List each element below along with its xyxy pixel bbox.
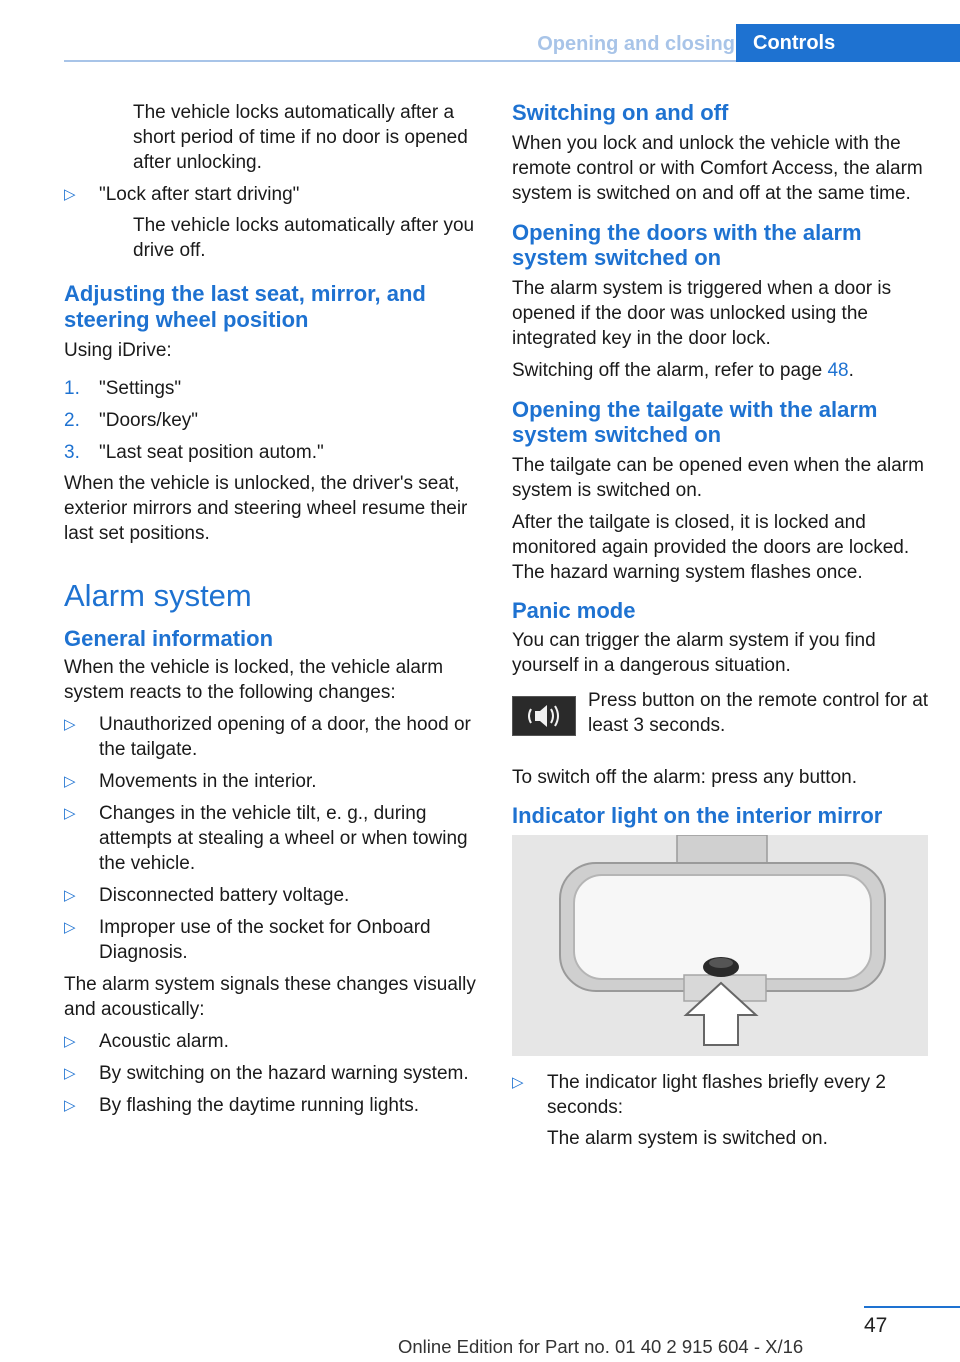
list-item <box>64 1093 482 1118</box>
triangle-right-icon: ▷ <box>64 186 76 203</box>
panic-paragraph: You can trigger the alarm system if you find yourself in a dangerous situation. <box>512 630 876 676</box>
list-item-text: Unauthorized opening of a door, the hood or the tailgate. <box>99 713 471 760</box>
list-item-text: By flashing the daytime running lights. <box>99 1094 420 1116</box>
list-item <box>64 182 482 207</box>
step-number: 2. <box>64 410 80 431</box>
edition-footer: Online Edition for Part no. 01 40 2 915 604 - X/16 <box>398 1336 804 1357</box>
panic-button-text: Press button on the remote control for at least 3 seconds. <box>588 690 929 736</box>
footer-rule <box>864 1306 960 1308</box>
header-chapter-tab: Controls <box>736 24 960 62</box>
switch-off-text: Switching off the alarm, refer to page <box>512 359 828 381</box>
list-item <box>64 1061 482 1086</box>
step-text: "Doors/key" <box>99 410 199 431</box>
list-item <box>64 915 482 965</box>
switch-paragraph: When you lock and unlock the vehicle with the remote control or with Comfort Access, the alarm system is switched on and off at the same time. <box>512 132 923 204</box>
signals-paragraph: The alarm system signals these changes visually and acoustically: <box>64 973 476 1020</box>
intro-indent-text: The vehicle locks automatically after a short period of time if no door is opened after unlocking. <box>133 102 468 173</box>
list-item-text: Movements in the interior. <box>99 770 317 792</box>
step-text: "Settings" <box>99 378 182 399</box>
triangle-right-icon: ▷ <box>64 886 76 904</box>
triangle-right-icon: ▷ <box>64 804 76 822</box>
right-column <box>512 100 932 1151</box>
list-item-text: Disconnected battery voltage. <box>99 884 350 906</box>
step-number: 1. <box>64 378 80 399</box>
speaker-alarm-icon <box>512 696 576 736</box>
triangle-right-icon: ▷ <box>64 1096 76 1114</box>
step-text: "Last seat position autom." <box>99 442 324 463</box>
left-column <box>64 100 482 1118</box>
step-item <box>64 408 482 433</box>
step-item <box>64 440 482 465</box>
indicator-desc: The alarm system is switched on. <box>547 1127 828 1149</box>
panic-off-text: To switch off the alarm: press any button. <box>512 767 857 788</box>
page-header <box>0 24 960 62</box>
header-rule <box>64 60 736 62</box>
step-item <box>64 376 482 401</box>
heading-tailgate: Opening the tailgate with the alarm system switched on <box>512 396 878 447</box>
triangle-right-icon: ▷ <box>512 1073 524 1091</box>
list-item-text: "Lock after start driving" <box>99 184 300 205</box>
triangle-right-icon: ▷ <box>64 1064 76 1082</box>
list-item <box>64 712 482 762</box>
switch-off-reference: Switching off the alarm, refer to page 48. <box>512 359 854 381</box>
general-paragraph: When the vehicle is locked, the vehicle alarm system reacts to the following changes: <box>64 656 444 703</box>
heading-panic: Panic mode <box>512 597 636 623</box>
list-item <box>512 1070 932 1120</box>
unlock-paragraph: When the vehicle is unlocked, the driver's seat, exterior mirrors and steering wheel resume their last set positions. <box>64 473 468 544</box>
list-item-text: Acoustic alarm. <box>99 1030 229 1052</box>
list-item <box>64 883 482 908</box>
list-item-text: Improper use of the socket for Onboard Diagnosis. <box>99 916 431 963</box>
triangle-right-icon: ▷ <box>64 715 76 733</box>
heading-adjust: Adjusting the last seat, mirror, and steering wheel position <box>64 281 426 332</box>
section-title-alarm: Alarm system <box>64 578 252 613</box>
heading-general: General information <box>64 626 274 651</box>
tailgate-paragraph-2: After the tailgate is closed, it is locked and monitored again provided the doors are locked. The hazard warning system flashes once. <box>512 511 910 583</box>
doors-paragraph: The alarm system is triggered when a door is opened if the door was unlocked using the integrated key in the door lock. <box>512 277 892 349</box>
header-section-title: Opening and closing <box>537 33 735 55</box>
panic-button-row <box>512 688 932 758</box>
list-item <box>64 801 482 876</box>
mirror-illustration <box>512 835 928 1056</box>
heading-doors: Opening the doors with the alarm system switched on <box>512 219 862 270</box>
triangle-right-icon: ▷ <box>64 1032 76 1050</box>
tailgate-paragraph-1: The tailgate can be opened even when the alarm system is switched on. <box>512 454 924 501</box>
list-item <box>64 769 482 794</box>
triangle-right-icon: ▷ <box>64 772 76 790</box>
list-item-text: By switching on the hazard warning system. <box>99 1062 469 1084</box>
heading-switch: Switching on and off <box>512 100 729 125</box>
heading-indicator: Indicator light on the interior mirror <box>512 803 883 828</box>
page-number: 47 <box>864 1314 888 1337</box>
list-item-text: Changes in the vehicle tilt, e. g., during attempts at stealing a wheel or when towing the vehicle. <box>99 802 468 874</box>
triangle-right-icon: ▷ <box>64 918 76 936</box>
list-item-text: The indicator light flashes briefly every 2 seconds: <box>547 1071 886 1118</box>
page-link[interactable]: 48 <box>827 359 849 381</box>
step-number: 3. <box>64 442 80 463</box>
list-item-desc: The vehicle locks automatically after you drive off. <box>133 215 475 261</box>
list-item <box>64 1029 482 1054</box>
using-idrive-text: Using iDrive: <box>64 340 172 361</box>
